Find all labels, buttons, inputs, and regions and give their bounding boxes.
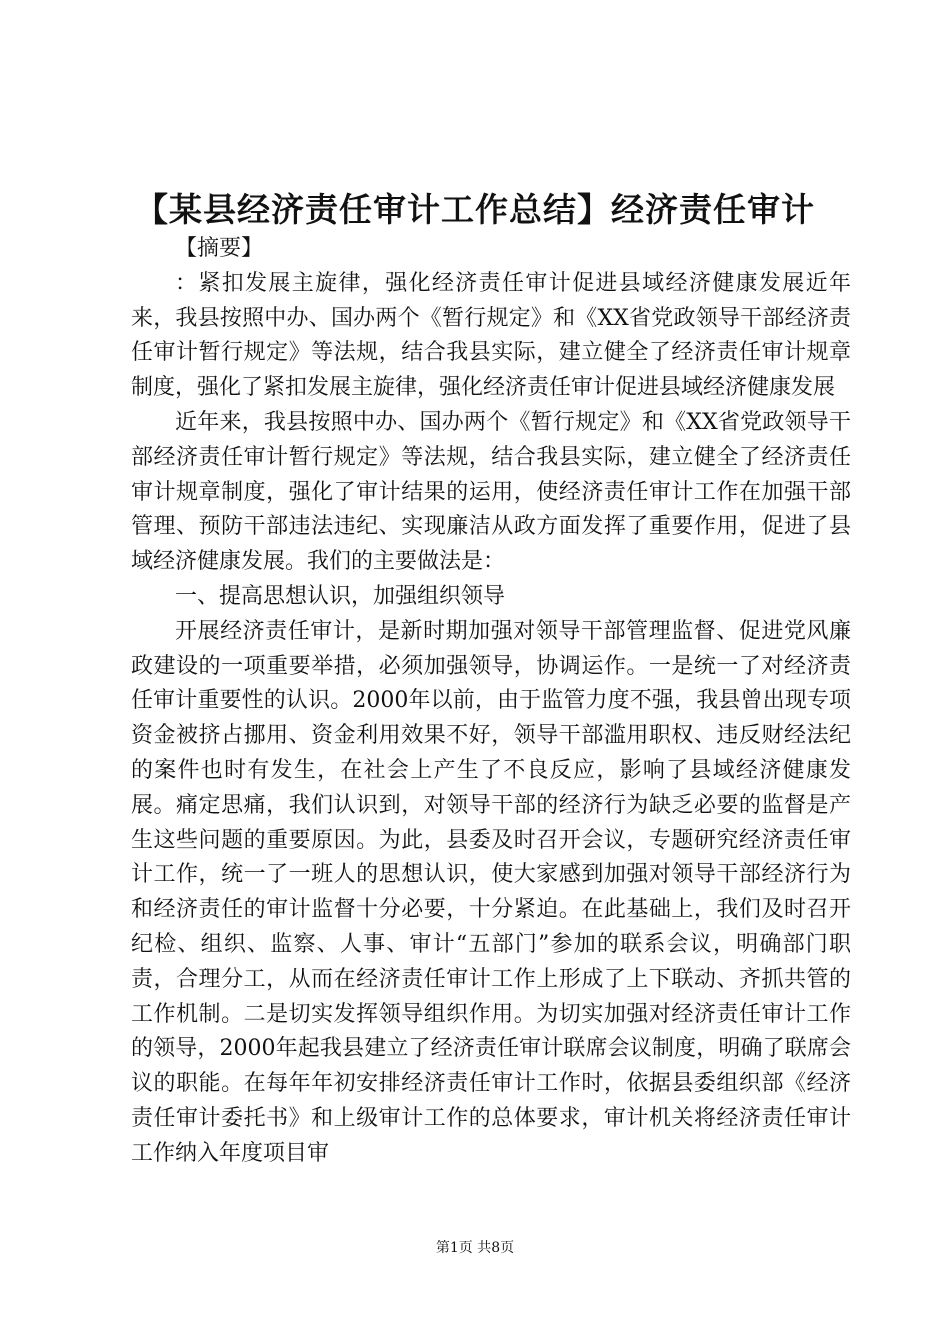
section-heading: 一、提高思想认识，加强组织领导 — [175, 583, 506, 609]
document-title: 【某县经济责任审计工作总结】经济责任审计 — [135, 190, 815, 229]
body-paragraph: 开展经济责任审计，是新时期加强对领导干部管理监督、促进党风廉政建设的一项重要举措，必须加强领导，协调运作。一是统一了对经济责任审计重要性的认识。2000年以前，由于监管力度不强，我县曾出现专项资金被挤占挪用、资金利用效果不好，领导干部滥用职权、违反财经法纪的案件也时有发生，在社会上产生了不良反应，影响了县域经济健康发展。痛定思痛，我们认识到，对领导干部的经济行为缺乏必要的监督是产生这些问题的重要原因。为此，县委及时召开会议，专题研究经济责任审计工作，统一了一班人的思想认识，使大家感到加强对领导干部经济行为和经济责任的审计监督十分必要，十分紧迫。在此基础上，我们及时召开纪检、组织、监察、人事、审计“五部门”参加的联系会议，明确部门职责，合理分工，从而在经济责任审计工作上形成了上下联动、齐抓共管的工作机制。二是切实发挥领导组织作用。为切实加强对经济责任审计工作的领导，2000年起我县建立了经济责任审计联席会议制度，明确了联席会议的职能。在每年年初安排经济责任审计工作时，依据县委组织部《经济责任审计委托书》和上级审计工作的总体要求，审计机关将经济责任审计工作纳入年度项目审 — [131, 618, 851, 1166]
document-body — [131, 232, 851, 1172]
abstract-heading: 【摘要】 — [175, 236, 264, 261]
abstract-paragraph: ：紧扣发展主旋律，强化经济责任审计促进县域经济健康发展近年来，我县按照中办、国办两个《暂行规定》和《XX省党政领导干部经济责任审计暂行规定》等法规，结合我县实际，建立健全了经济责任审计规章制度，强化了紧扣发展主旋律，强化经济责任审计促进县域经济健康发展 — [131, 270, 851, 401]
intro-paragraph: 近年来，我县按照中办、国办两个《暂行规定》和《XX省党政领导干部经济责任审计暂行规定》等法规，结合我县实际，建立健全了经济责任审计规章制度，强化了审计结果的运用，使经济责任审计工作在加强干部管理、预防干部违法违纪、实现廉洁从政方面发挥了重要作用，促进了县域经济健康发展。我们的主要做法是： — [131, 409, 851, 575]
page-footer: 第1页 共8页 — [435, 1240, 515, 1256]
